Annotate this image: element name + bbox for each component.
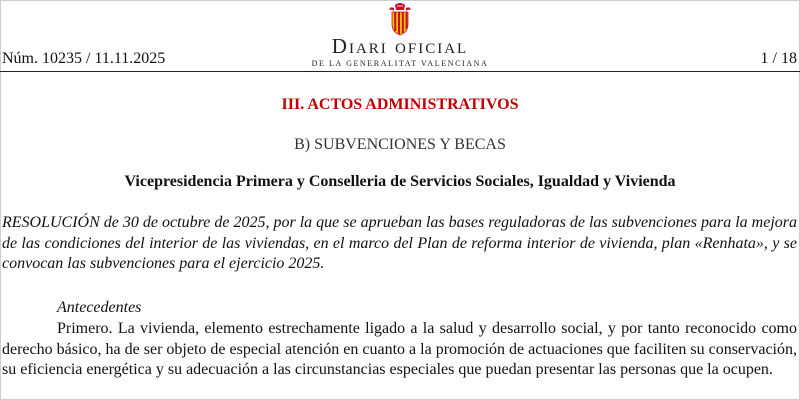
subsection-title: B) SUBVENCIONES Y BECAS: [294, 136, 506, 153]
resolution-summary: RESOLUCIÓN de 30 de octubre de 2025, por la que se aprueban las bases reguladoras de las subvenciones para la mejora de las condiciones del interior de las viviendas, en el marco del Plan de reforma interior de vivienda, plan «Renhata», y se convocan las subvenciones para el ejercicio 2025.: [2, 214, 797, 272]
generalitat-coat-of-arms-icon: [385, 2, 415, 36]
masthead-subtitle: DE LA GENERALITAT VALENCIANA: [311, 59, 489, 68]
antecedentes-heading: Antecedentes: [57, 299, 142, 316]
body-paragraph: Primero. La vivienda, elemento estrechamente ligado a la salud y desarrollo social, y por tanto reconocido como derecho básico, ha de ser objeto de especial atención en cuanto a la promoción de actuaciones que faciliten su conservación, su eficiencia energética y su adecuación a las circunstancias especiales que puedan presentar las personas que la ocupen.: [2, 320, 797, 378]
page-indicator: 1 / 18: [760, 50, 797, 67]
masthead: [280, 34, 520, 69]
header-divider: [0, 71, 800, 72]
bulletin-number-date: Núm. 10235 / 11.11.2025: [2, 50, 166, 67]
organization-title: Vicepresidencia Primera y Conselleria de Servicios Sociales, Igualdad y Vivienda: [124, 173, 676, 190]
masthead-title: Diari oficial: [331, 34, 469, 58]
section-title: III. ACTOS ADMINISTRATIVOS: [281, 96, 519, 113]
